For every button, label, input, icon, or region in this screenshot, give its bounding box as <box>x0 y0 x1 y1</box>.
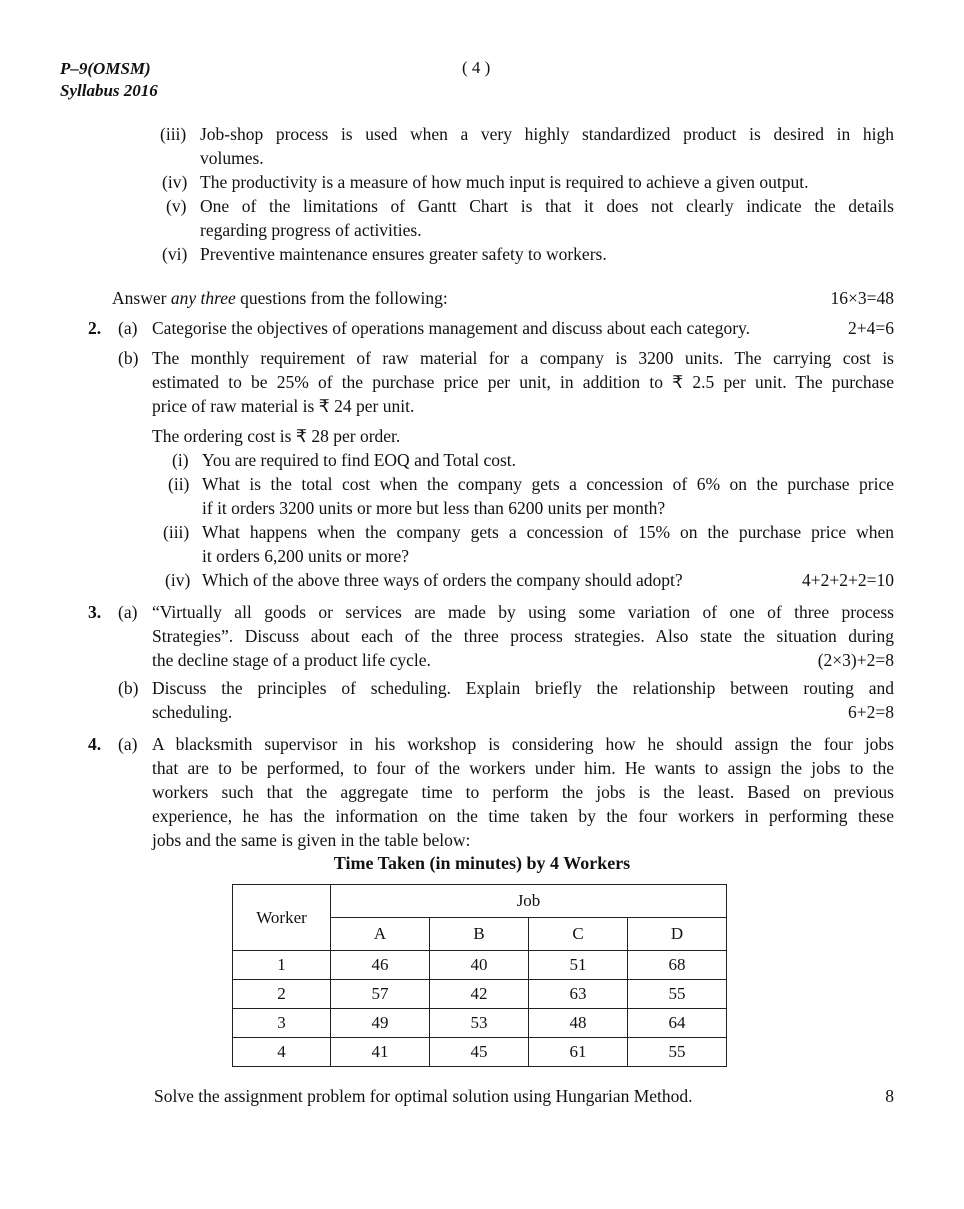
tf-label: (iii) <box>160 124 187 144</box>
syllabus-label: Syllabus 2016 <box>60 81 158 100</box>
part-text: “Virtually all goods or services are made by using some variation of one of three process <box>152 602 894 622</box>
table-title: Time Taken (in minutes) by 4 Workers <box>333 853 631 873</box>
question-number: 4. <box>88 734 102 754</box>
sub-label: (iii) <box>163 522 190 542</box>
value-cell: 40 <box>430 951 529 980</box>
part-marks: 2+4=6 <box>848 318 894 338</box>
sub-text: You are required to find EOQ and Total cost. <box>202 450 517 470</box>
part-marks: 4+2+2+2=10 <box>802 570 894 590</box>
part-text: estimated to be 25% of the purchase price per unit, in addition to ₹ 2.5 per unit. The purchase <box>152 372 894 392</box>
tf-text: The productivity is a measure of how much input is required to achieve a given output. <box>200 172 809 192</box>
part-text: that are to be performed, to four of the workers under him. He wants to assign the jobs to the <box>152 758 894 778</box>
value-cell: 57 <box>331 980 430 1009</box>
value-cell: 64 <box>628 1009 727 1038</box>
column-header: B <box>430 918 529 951</box>
question-number: 2. <box>88 318 102 338</box>
value-cell: 46 <box>331 951 430 980</box>
job-header: Job <box>331 885 727 918</box>
part-label: (b) <box>118 348 139 368</box>
closing-instruction: Solve the assignment problem for optimal solution using Hungarian Method. <box>154 1086 693 1106</box>
value-cell: 45 <box>430 1038 529 1067</box>
part-text: price of raw material is ₹ 24 per unit. <box>152 396 415 416</box>
value-cell: 48 <box>529 1009 628 1038</box>
value-cell: 42 <box>430 980 529 1009</box>
column-header: D <box>628 918 727 951</box>
part-label: (a) <box>118 734 138 754</box>
sub-text: if it orders 3200 units or more but less than 6200 units per month? <box>202 498 666 518</box>
part-marks: (2×3)+2=8 <box>817 650 894 670</box>
page-number: ( 4 ) <box>462 58 491 77</box>
worker-header: Worker <box>233 885 331 951</box>
part-text: experience, he has the information on the time taken by the four workers in performing these <box>152 806 894 826</box>
worker-cell: 2 <box>233 980 331 1009</box>
sub-label: (i) <box>172 450 189 470</box>
value-cell: 55 <box>628 980 727 1009</box>
value-cell: 53 <box>430 1009 529 1038</box>
tf-text: One of the limitations of Gantt Chart is that it does not clearly indicate the details <box>200 196 894 216</box>
instruction: Answer any three questions from the following: <box>112 288 448 308</box>
value-cell: 51 <box>529 951 628 980</box>
sub-text: Which of the above three ways of orders the company should adopt? <box>202 570 683 590</box>
part-text: workers such that the aggregate time to perform the jobs is the least. Based on previous <box>152 782 894 802</box>
table-row <box>233 1009 727 1038</box>
tf-text: Job-shop process is used when a very highly standardized product is desired in high <box>200 124 894 144</box>
paper-code: P–9(OMSM) <box>60 59 151 78</box>
part-text: A blacksmith supervisor in his workshop is considering how he should assign the four jobs <box>152 734 894 754</box>
tf-label: (vi) <box>162 244 188 264</box>
part-text: jobs and the same is given in the table below: <box>152 830 471 850</box>
tf-text: regarding progress of activities. <box>200 220 422 240</box>
worker-cell: 1 <box>233 951 331 980</box>
value-cell: 68 <box>628 951 727 980</box>
paper-header <box>60 58 158 102</box>
tf-label: (v) <box>166 196 187 216</box>
part-label: (a) <box>118 602 138 622</box>
part-text: The monthly requirement of raw material for a company is 3200 units. The carrying cost is <box>152 348 894 368</box>
table-row <box>233 951 727 980</box>
question-number: 3. <box>88 602 102 622</box>
value-cell: 41 <box>331 1038 430 1067</box>
table-row <box>233 980 727 1009</box>
sub-text: What happens when the company gets a concession of 15% on the purchase price when <box>202 522 894 542</box>
value-cell: 55 <box>628 1038 727 1067</box>
part-text: Categorise the objectives of operations management and discuss about each category. <box>152 318 751 338</box>
tf-text: Preventive maintenance ensures greater safety to workers. <box>200 244 607 264</box>
sub-label: (iv) <box>165 570 191 590</box>
column-header: C <box>529 918 628 951</box>
table-row <box>233 1038 727 1067</box>
part-text: the decline stage of a product life cycle. <box>152 650 431 670</box>
sub-text: What is the total cost when the company gets a concession of 6% on the purchase price <box>202 474 894 494</box>
sub-text: it orders 6,200 units or more? <box>202 546 410 566</box>
value-cell: 63 <box>529 980 628 1009</box>
sub-label: (ii) <box>168 474 190 494</box>
value-cell: 49 <box>331 1009 430 1038</box>
tf-text: volumes. <box>200 148 264 168</box>
time-table <box>232 884 727 1067</box>
instruction-emphasis: any three <box>170 288 236 308</box>
ordering-cost: The ordering cost is ₹ 28 per order. <box>152 426 401 446</box>
column-header: A <box>331 918 430 951</box>
part-marks: 8 <box>885 1086 894 1106</box>
tf-label: (iv) <box>162 172 188 192</box>
part-text: Strategies”. Discuss about each of the three process strategies. Also state the situation during <box>152 626 894 646</box>
part-label: (a) <box>118 318 138 338</box>
worker-cell: 3 <box>233 1009 331 1038</box>
worker-cell: 4 <box>233 1038 331 1067</box>
instruction-marks: 16×3=48 <box>830 288 894 308</box>
value-cell: 61 <box>529 1038 628 1067</box>
part-label: (b) <box>118 678 139 698</box>
part-marks: 6+2=8 <box>848 702 894 722</box>
part-text: scheduling. <box>152 702 233 722</box>
part-text: Discuss the principles of scheduling. Explain briefly the relationship between routing and <box>152 678 894 698</box>
